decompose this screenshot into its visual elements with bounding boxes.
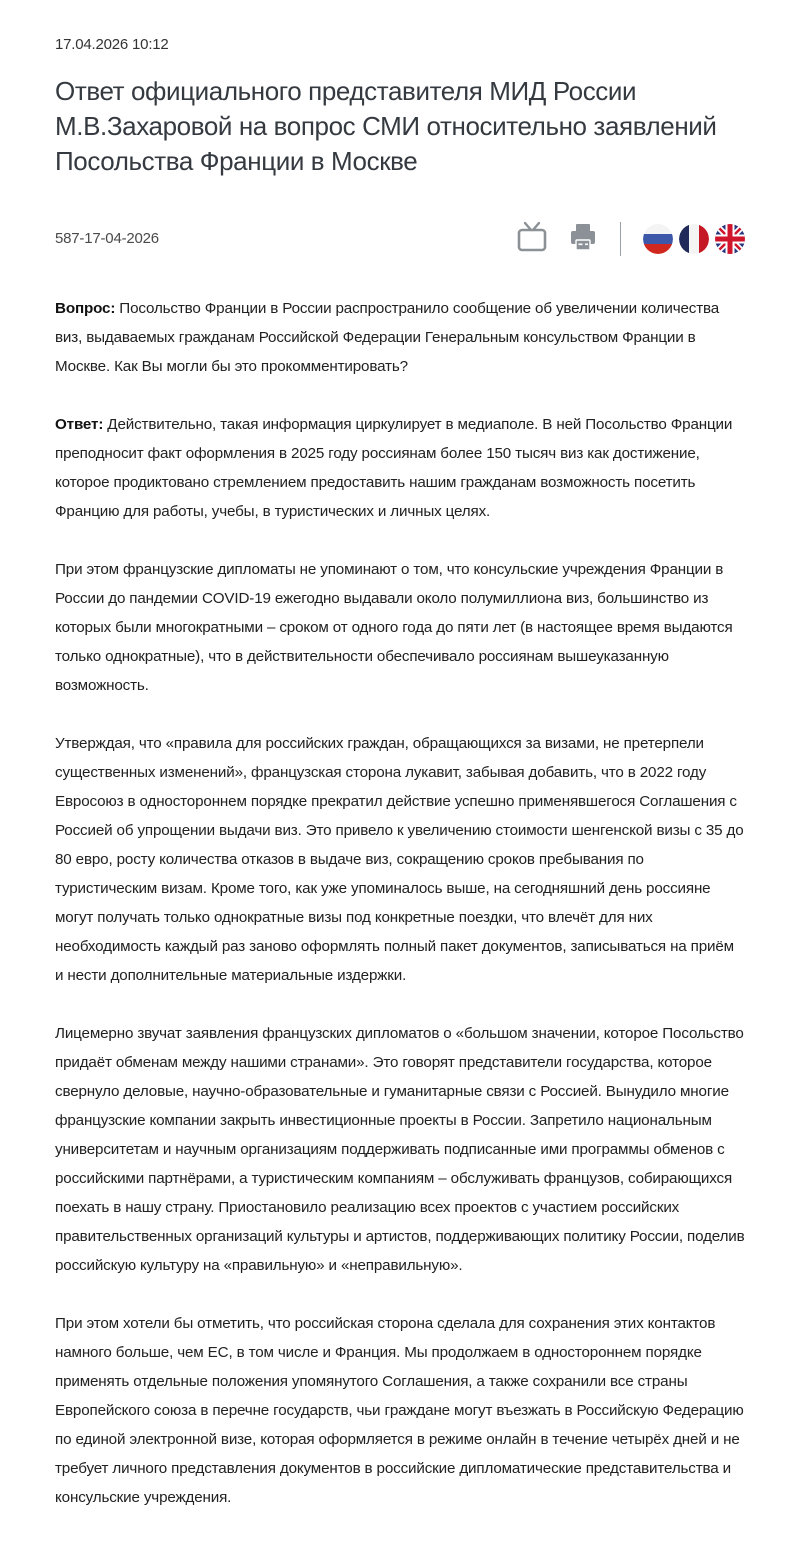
uk-flag-icon — [715, 242, 745, 254]
article-paragraph — [55, 729, 745, 990]
paragraph-text: При этом хотели бы отметить, что российская сторона сделала для сохранения этих контактов намного больше, чем ЕС, в том числе и Франция. Мы продолжаем в одностороннем порядке применять отдельные положения упомянутого Соглашения, а также сохранили все страны Европейского союза в перечне государств, чьи граждане могут въезжать в Российскую Федерацию по единой электронной визе, которая оформляется в режиме онлайн в течение четырёх дней и не требует личного представления документов в российские дипломатические представительства и консульские учреждения. — [55, 1315, 744, 1506]
question-text: Посольство Франции в России распространило сообщение об увеличении количества виз, выдаваемых гражданам Российской Федерации Генеральным консульством Франции в Москве. Как Вы могли бы это прокомментировать? — [55, 300, 720, 375]
article-paragraph-question — [55, 294, 745, 381]
meta-row — [55, 221, 745, 256]
paragraph-text: Лицемерно звучат заявления французских дипломатов о «большом значении, которое Посольство придаёт обменам между нашими странами». Это говорят представители государства, которое свернуло деловые, научно-образовательные и гуманитарные связи с Россией. Вынудило многие французские компании закрыть инвестиционные проекты в России. Запретило национальным университетам и научным организациям поддерживать подписанные ими программы обменов с российскими партнёрами, а туристическим компаниям – обслуживать французов, собирающихся поехать в нашу страну. Приостановило реализацию всех проектов с участием российских правительственных организаций культуры и артистов, поддерживающих политику России, поделив российскую культуру на «правильную» и «неправильную». — [55, 1025, 745, 1274]
article-paragraph — [55, 555, 745, 700]
language-french-flag[interactable] — [679, 224, 709, 254]
answer-text: Действительно, такая информация циркулирует в медиаполе. В ней Посольство Франции преподносит факт оформления в 2025 году россиянам более 150 тысяч виз как достижение, которое продиктовано стремлением предоставить нашим гражданам возможность посетить Францию для работы, учебы, в туристических и личных целях. — [55, 416, 733, 520]
language-russian-flag[interactable] — [643, 224, 673, 254]
printer-icon — [568, 222, 598, 255]
action-toolbar — [516, 221, 745, 256]
print-button[interactable] — [568, 222, 598, 255]
article-paragraph — [55, 1019, 745, 1280]
paragraph-text: При этом французские дипломаты не упоминают о том, что консульские учреждения Франции в России до пандемии COVID-19 ежегодно выдавали около полумиллиона виз, большинство из которых были многократными – сроком от одного года до пяти лет (в настоящее время выдаются только однократные), что в действительности обеспечивало россиянам вышеуказанную возможность. — [55, 561, 733, 694]
article-paragraph-answer — [55, 410, 745, 526]
language-switcher — [643, 224, 745, 254]
article-body — [55, 294, 745, 1512]
answer-label: Ответ: — [55, 416, 104, 433]
toolbar-divider — [620, 222, 621, 256]
page-title: Ответ официального представителя МИД России М.В.Захаровой на вопрос СМИ относительно заявлений Посольства Франции в Москве — [55, 76, 717, 176]
france-flag-icon — [679, 242, 709, 254]
document-number: 587-17-04-2026 — [55, 230, 159, 247]
tv-button[interactable] — [516, 221, 550, 256]
tv-icon — [516, 221, 550, 256]
article-paragraph — [55, 1309, 745, 1512]
question-label: Вопрос: — [55, 300, 116, 317]
publication-datetime: 17.04.2026 10:12 — [55, 36, 169, 53]
russia-flag-icon — [643, 242, 673, 254]
language-english-flag[interactable] — [715, 224, 745, 254]
paragraph-text: Утверждая, что «правила для российских граждан, обращающихся за визами, не претерпели существенных изменений», французская сторона лукавит, забывая добавить, что в 2022 году Евросоюз в одностороннем порядке прекратил действие успешно применявшегося Соглашения с Россией об упрощении выдачи виз. Это привело к увеличению стоимости шенгенской визы с 35 до 80 евро, росту количества отказов в выдаче виз, сокращению сроков пребывания по туристическим визам. Кроме того, как уже упоминалось выше, на сегодняшний день россияне могут получать только однократные визы под конкретные поездки, что влечёт для них необходимость каждый раз заново оформлять полный пакет документов, записываться на приём и нести дополнительные материальные издержки. — [55, 735, 744, 984]
